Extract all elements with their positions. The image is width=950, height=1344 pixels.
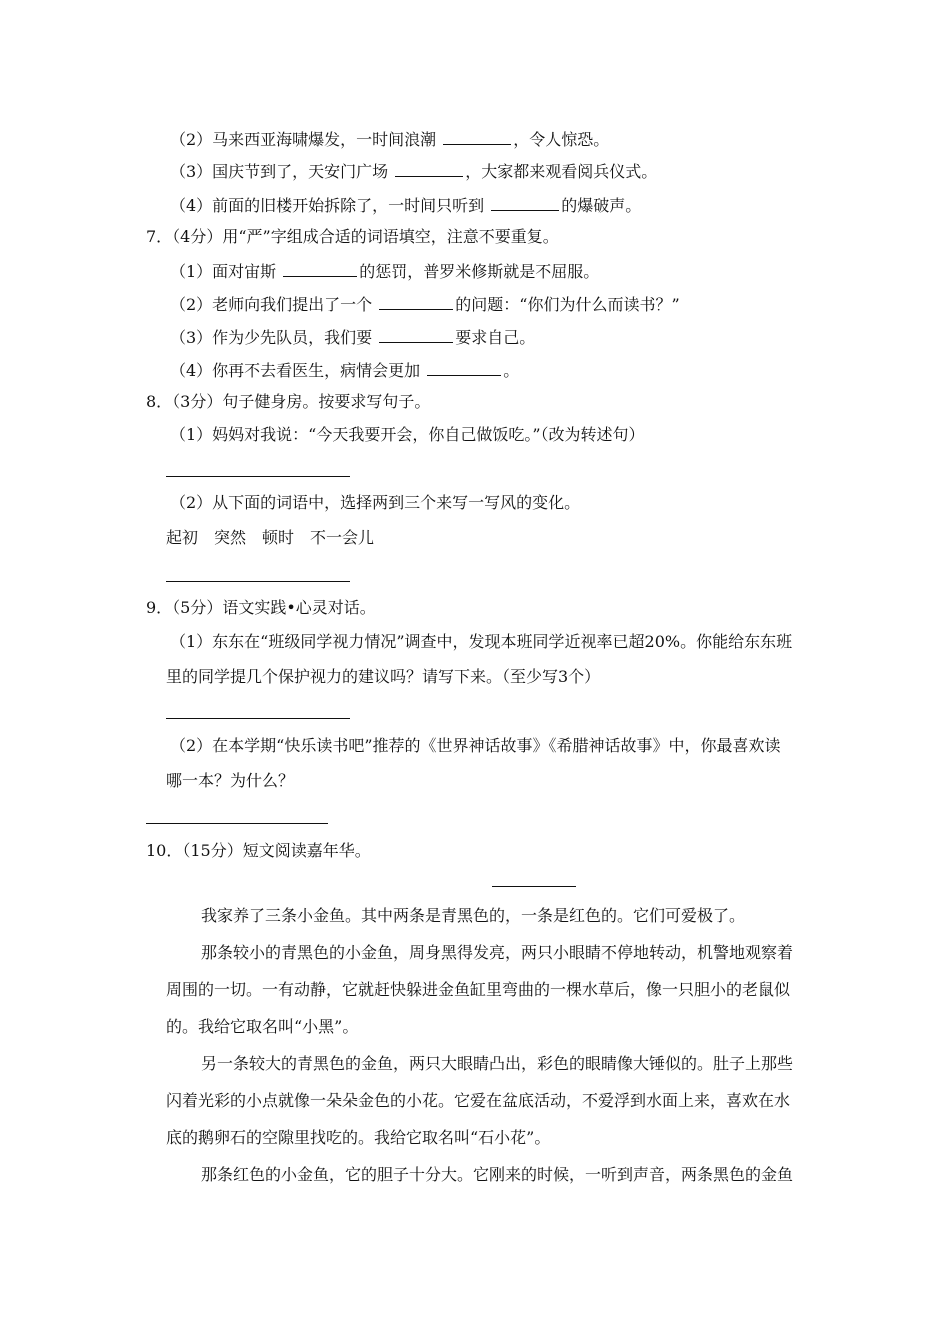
answer-line[interactable] xyxy=(166,718,350,719)
answer-blank[interactable] xyxy=(443,128,511,145)
passage-paragraph-2-line-3: 的。我给它取名叫“小黑”。 xyxy=(166,1017,359,1036)
q6-item-3: （3）国庆节到了，天安门广场 ，大家都来观看阅兵仪式。 xyxy=(170,162,658,181)
answer-blank[interactable] xyxy=(379,326,453,343)
q9-item-1-line-2: 里的同学提几个保护视力的建议吗？请写下来。（至少写3个） xyxy=(166,667,601,686)
passage-paragraph-4-line-1: 那条红色的小金鱼，它的胆子十分大。它刚来的时候，一听到声音，两条黑色的金鱼 xyxy=(201,1165,794,1184)
answer-blank[interactable] xyxy=(283,260,357,277)
q8-stem: 8．（3分）句子健身房。按要求写句子。 xyxy=(146,392,431,411)
passage-paragraph-3-line-3: 底的鹅卵石的空隙里找吃的。我给它取名叫“石小花”。 xyxy=(166,1128,551,1147)
word-item: 突然 xyxy=(214,528,247,547)
q10-stem: 10．（15分）短文阅读嘉年华。 xyxy=(146,841,371,860)
q9-item-1-line-1: （1）东东在“班级同学视力情况”调查中，发现本班同学近视率已超20%。你能给东东班 xyxy=(170,632,793,651)
answer-blank[interactable] xyxy=(395,160,463,177)
answer-blank[interactable] xyxy=(379,293,453,310)
passage-paragraph-3-line-1: 另一条较大的青黑色的金鱼，两只大眼睛凸出，彩色的眼睛像大锤似的。肚子上那些 xyxy=(201,1054,794,1073)
answer-line[interactable] xyxy=(166,581,350,582)
q6-item-2: （2）马来西亚海啸爆发，一时间浪潮 ，令人惊恐。 xyxy=(170,130,610,149)
q8-item-2: （2）从下面的词语中，选择两到三个来写一写风的变化。 xyxy=(170,493,581,512)
word-item: 顿时 xyxy=(262,528,295,547)
q8-item-1: （1）妈妈对我说：“今天我要开会，你自己做饭吃。”（改为转述句） xyxy=(170,425,645,444)
title-blank[interactable] xyxy=(492,886,576,887)
answer-line[interactable] xyxy=(146,823,328,824)
q7-item-1: （1）面对宙斯 的惩罚，普罗米修斯就是不屈服。 xyxy=(170,262,600,281)
passage-paragraph-2-line-1: 那条较小的青黑色的小金鱼，周身黑得发亮，两只小眼睛不停地转动，机警地观察着 xyxy=(201,943,794,962)
passage-paragraph-3-line-2: 闪着光彩的小点就像一朵朵金色的小花。它爱在盆底活动，不爱浮到水面上来，喜欢在水 xyxy=(166,1091,791,1110)
word-item: 不一会儿 xyxy=(310,528,375,547)
q7-stem: 7．（4分）用“严”字组成合适的词语填空，注意不要重复。 xyxy=(146,227,559,246)
q7-item-2: （2）老师向我们提出了一个 的问题：“你们为什么而读书？” xyxy=(170,295,680,314)
q6-item-4: （4）前面的旧楼开始拆除了，一时间只听到 的爆破声。 xyxy=(170,196,642,215)
q9-stem: 9．（5分）语文实践•心灵对话。 xyxy=(146,598,376,617)
answer-blank[interactable] xyxy=(491,194,559,211)
answer-blank[interactable] xyxy=(427,359,501,376)
q7-item-3: （3）作为少先队员，我们要 要求自己。 xyxy=(170,328,536,347)
q7-item-4: （4）你再不去看医生，病情会更加 。 xyxy=(170,361,520,380)
passage-paragraph-2-line-2: 周围的一切。一有动静，它就赶快躲进金鱼缸里弯曲的一棵水草后，像一只胆小的老鼠似 xyxy=(166,980,791,999)
answer-line[interactable] xyxy=(166,476,350,477)
passage-paragraph-1: 我家养了三条小金鱼。其中两条是青黑色的，一条是红色的。它们可爱极了。 xyxy=(201,906,746,925)
q9-item-2-line-1: （2）在本学期“快乐读书吧”推荐的《世界神话故事》《希腊神话故事》中，你最喜欢读 xyxy=(170,736,781,755)
q9-item-2-line-2: 哪一本？为什么？ xyxy=(166,771,295,790)
word-item: 起初 xyxy=(166,528,199,547)
q8-word-list xyxy=(166,528,390,548)
